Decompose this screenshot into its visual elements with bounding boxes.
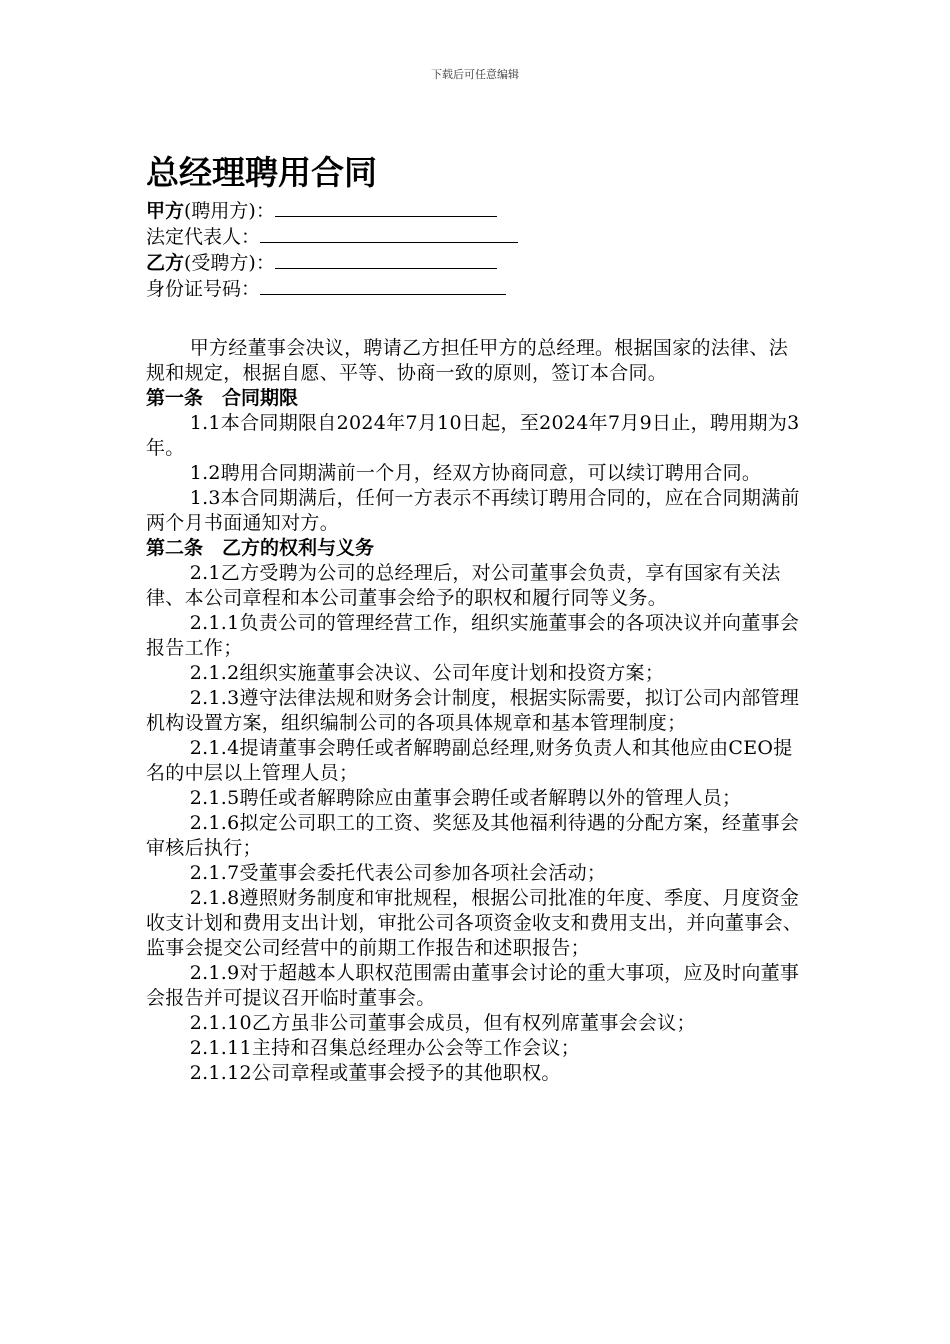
clause-1-2: 1.2聘用合同期满前一个月，经双方协商同意，可以续订聘用合同。 xyxy=(189,462,762,484)
section-heading-2: 第二条 乙方的权利与义务 xyxy=(146,537,375,559)
clause-2-1-7: 2.1.7受董事会委托代表公司参加各项社会活动； xyxy=(189,862,607,884)
party-b-bold-label: 乙方 xyxy=(146,252,185,274)
legal-rep-label: 法定代表人： xyxy=(146,226,261,248)
id-number-label: 身份证号码： xyxy=(146,278,261,300)
section-heading-1: 第一条 合同期限 xyxy=(146,387,299,409)
party-a-line xyxy=(146,198,806,224)
party-b-blank xyxy=(275,250,497,269)
clause-2-1-8: 2.1.8遵照财务制度和审批规程，根据公司批准的年度、季度、月度资金收支计划和费用支出计划，审批公司各项资金收支和费用支出，并向董事会、监事会提交公司经营中的前期工作报告和述职报告； xyxy=(146,887,803,959)
legal-rep-blank xyxy=(260,224,518,243)
clause-2-1-11: 2.1.11主持和召集总经理办公会等工作会议； xyxy=(189,1037,581,1059)
id-number-line xyxy=(146,276,806,302)
party-b-label: (受聘方)： xyxy=(184,252,275,274)
clause-2-1-9: 2.1.9对于超越本人职权范围需由董事会讨论的重大事项，应及时向董事会报告并可提议召开临时董事会。 xyxy=(146,962,800,1009)
clause-2-1-2: 2.1.2组织实施董事会决议、公司年度计划和投资方案； xyxy=(189,662,665,684)
clause-2-1-6: 2.1.6拟定公司职工的工资、奖惩及其他福利待遇的分配方案，经董事会审核后执行； xyxy=(146,812,800,859)
party-a-blank xyxy=(275,198,497,217)
id-number-blank xyxy=(260,276,506,295)
legal-rep-line xyxy=(146,224,806,250)
clause-2-1-3: 2.1.3遵守法律法规和财务会计制度，根据实际需要，拟订公司内部管理机构设置方案，组织编制公司的各项具体规章和基本管理制度； xyxy=(146,687,800,734)
clause-2-1-10: 2.1.10乙方虽非公司董事会成员，但有权列席董事会会议； xyxy=(189,1012,696,1034)
clause-2-1: 2.1乙方受聘为公司的总经理后，对公司董事会负责，享有国家有关法律、本公司章程和本公司董事会给予的职权和履行同等义务。 xyxy=(146,562,781,609)
intro-paragraph: 甲方经董事会决议，聘请乙方担任甲方的总经理。根据国家的法律、法规和规定，根据自愿、平等、协商一致的原则，签订本合同。 xyxy=(146,337,788,384)
party-a-bold-label: 甲方 xyxy=(146,200,185,222)
page-header: 下载后可任意编辑 xyxy=(431,68,519,81)
party-b-line xyxy=(146,250,806,276)
clause-2-1-1: 2.1.1负责公司的管理经营工作，组织实施董事会的各项决议并向董事会报告工作； xyxy=(146,612,800,659)
document-body xyxy=(146,150,806,1086)
clause-1-1: 1.1本合同期限自2024年7月10日起，至2024年7月9日止，聘用期为3年。 xyxy=(146,412,800,459)
spacer xyxy=(146,302,806,336)
document-title: 总经理聘用合同 xyxy=(146,153,377,192)
clause-2-1-4: 2.1.4提请董事会聘任或者解聘副总经理,财务负责人和其他应由CEO提名的中层以上管理人员； xyxy=(146,737,793,784)
party-a-label: (聘用方)： xyxy=(184,200,275,222)
clause-1-3: 1.3本合同期满后，任何一方表示不再续订聘用合同的，应在合同期满前两个月书面通知对方。 xyxy=(146,487,800,534)
clause-2-1-5: 2.1.5聘任或者解聘除应由董事会聘任或者解聘以外的管理人员； xyxy=(189,787,742,809)
clause-2-1-12: 2.1.12公司章程或董事会授予的其他职权。 xyxy=(189,1062,561,1084)
